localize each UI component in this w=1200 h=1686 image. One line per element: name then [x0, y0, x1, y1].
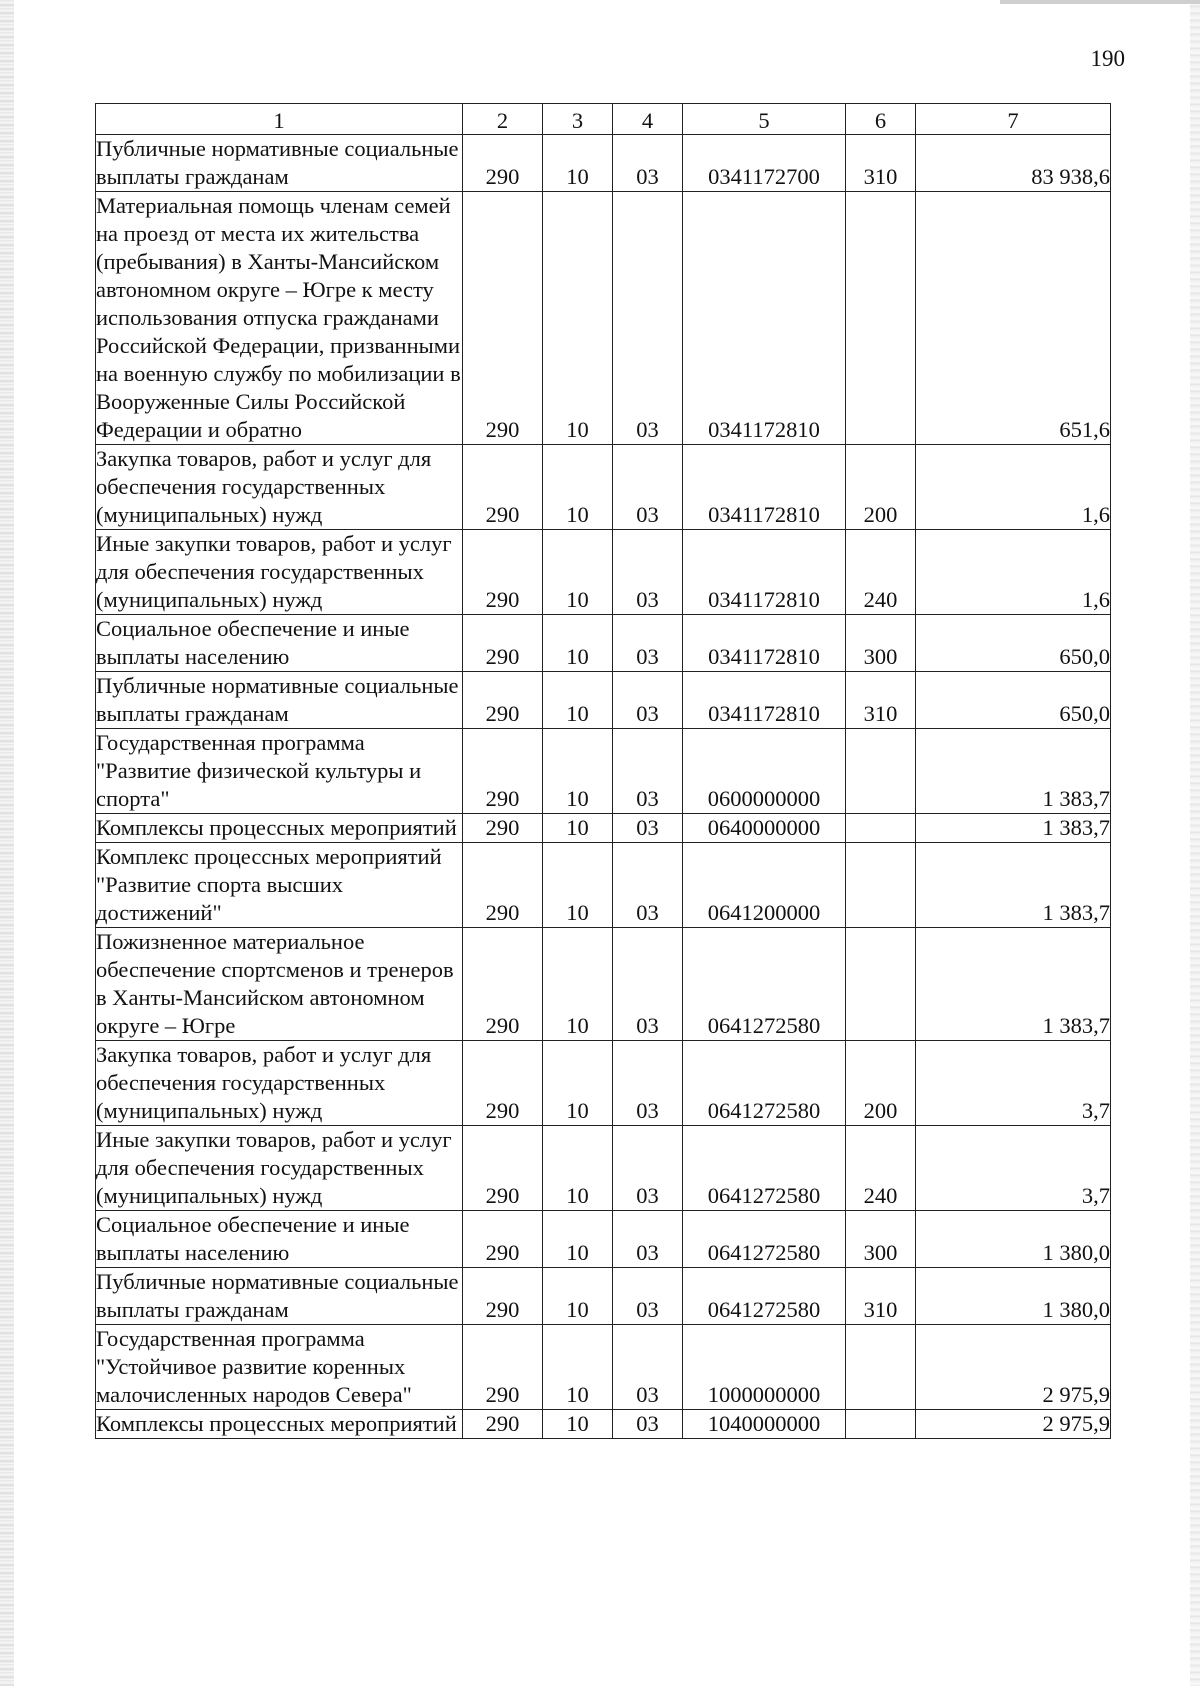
cell-col4: 03 [613, 1268, 683, 1325]
row-name: Закупка товаров, работ и услуг для обеспечения государственных (муниципальных) нужд [96, 1041, 463, 1126]
cell-col6: 200 [846, 1041, 916, 1126]
cell-col5: 0341172810 [683, 672, 846, 729]
cell-amount: 1,6 [916, 530, 1111, 615]
scan-edge-left [0, 0, 14, 1686]
cell-col2: 290 [463, 445, 543, 530]
cell-amount: 2 975,9 [916, 1325, 1111, 1410]
cell-col2: 290 [463, 729, 543, 814]
cell-col6 [846, 928, 916, 1041]
cell-col2: 290 [463, 1041, 543, 1126]
cell-col2: 290 [463, 672, 543, 729]
cell-col6: 310 [846, 135, 916, 192]
cell-col5: 0341172700 [683, 135, 846, 192]
table-row [96, 445, 1111, 530]
table-row [96, 1325, 1111, 1410]
cell-col3: 10 [543, 530, 613, 615]
cell-amount: 1 380,0 [916, 1268, 1111, 1325]
cell-col5: 0341172810 [683, 615, 846, 672]
row-name: Публичные нормативные социальные выплаты гражданам [96, 672, 463, 729]
cell-col2: 290 [463, 1410, 543, 1439]
cell-col3: 10 [543, 928, 613, 1041]
cell-col4: 03 [613, 192, 683, 445]
cell-col6 [846, 729, 916, 814]
cell-col3: 10 [543, 814, 613, 843]
cell-col3: 10 [543, 1211, 613, 1268]
cell-col6: 310 [846, 672, 916, 729]
cell-col6 [846, 192, 916, 445]
header-cell: 2 [463, 104, 543, 135]
header-cell: 4 [613, 104, 683, 135]
cell-col2: 290 [463, 1126, 543, 1211]
row-name: Пожизненное материальное обеспечение спортсменов и тренеров в Ханты-Мансийском автономном округе – Югре [96, 928, 463, 1041]
cell-col3: 10 [543, 1325, 613, 1410]
table-row [96, 530, 1111, 615]
cell-col6: 310 [846, 1268, 916, 1325]
cell-col3: 10 [543, 1041, 613, 1126]
table-row [96, 928, 1111, 1041]
cell-col6 [846, 814, 916, 843]
cell-col3: 10 [543, 615, 613, 672]
cell-col6 [846, 843, 916, 928]
cell-amount: 1 383,7 [916, 729, 1111, 814]
row-name: Государственная программа "Развитие физической культуры и спорта" [96, 729, 463, 814]
cell-col5: 0341172810 [683, 530, 846, 615]
cell-col5: 1000000000 [683, 1325, 846, 1410]
cell-col4: 03 [613, 814, 683, 843]
cell-col2: 290 [463, 1211, 543, 1268]
cell-col2: 290 [463, 843, 543, 928]
row-name: Публичные нормативные социальные выплаты гражданам [96, 135, 463, 192]
table-row [96, 1268, 1111, 1325]
cell-col6: 300 [846, 615, 916, 672]
cell-amount: 1 380,0 [916, 1211, 1111, 1268]
cell-col4: 03 [613, 530, 683, 615]
table-row [96, 1126, 1111, 1211]
top-rule [1000, 0, 1200, 4]
table-row [96, 729, 1111, 814]
cell-col6 [846, 1325, 916, 1410]
cell-col2: 290 [463, 928, 543, 1041]
table-row [96, 1410, 1111, 1439]
cell-col4: 03 [613, 843, 683, 928]
cell-col5: 0641200000 [683, 843, 846, 928]
cell-col5: 0641272580 [683, 928, 846, 1041]
cell-col2: 290 [463, 814, 543, 843]
cell-amount: 1 383,7 [916, 928, 1111, 1041]
cell-amount: 83 938,6 [916, 135, 1111, 192]
row-name: Комплекс процессных мероприятий "Развитие спорта высших достижений" [96, 843, 463, 928]
cell-amount: 1,6 [916, 445, 1111, 530]
row-name: Иные закупки товаров, работ и услуг для обеспечения государственных (муниципальных) нужд [96, 530, 463, 615]
cell-col6: 240 [846, 530, 916, 615]
budget-table [95, 103, 1111, 1439]
cell-col5: 0641272580 [683, 1126, 846, 1211]
cell-amount: 3,7 [916, 1041, 1111, 1126]
cell-col3: 10 [543, 672, 613, 729]
cell-col5: 0641272580 [683, 1211, 846, 1268]
cell-amount: 1 383,7 [916, 814, 1111, 843]
cell-col3: 10 [543, 1268, 613, 1325]
cell-col3: 10 [543, 445, 613, 530]
header-cell: 1 [96, 104, 463, 135]
table-row [96, 615, 1111, 672]
table-row [96, 843, 1111, 928]
cell-col4: 03 [613, 672, 683, 729]
cell-col2: 290 [463, 192, 543, 445]
header-cell: 7 [916, 104, 1111, 135]
table-row [96, 814, 1111, 843]
cell-col2: 290 [463, 1268, 543, 1325]
header-cell: 5 [683, 104, 846, 135]
cell-col4: 03 [613, 1211, 683, 1268]
cell-amount: 2 975,9 [916, 1410, 1111, 1439]
header-cell: 6 [846, 104, 916, 135]
table-row [96, 672, 1111, 729]
table-row [96, 1211, 1111, 1268]
cell-col4: 03 [613, 928, 683, 1041]
cell-amount: 650,0 [916, 615, 1111, 672]
cell-col2: 290 [463, 615, 543, 672]
cell-col5: 0341172810 [683, 192, 846, 445]
cell-col6: 300 [846, 1211, 916, 1268]
cell-col4: 03 [613, 615, 683, 672]
cell-col4: 03 [613, 445, 683, 530]
cell-col5: 0600000000 [683, 729, 846, 814]
cell-col4: 03 [613, 1410, 683, 1439]
cell-col4: 03 [613, 135, 683, 192]
table-row [96, 135, 1111, 192]
row-name: Комплексы процессных мероприятий [96, 1410, 463, 1439]
scan-edge-right [1190, 0, 1200, 1686]
cell-col5: 0641272580 [683, 1268, 846, 1325]
cell-amount: 650,0 [916, 672, 1111, 729]
cell-col2: 290 [463, 135, 543, 192]
row-name: Закупка товаров, работ и услуг для обеспечения государственных (муниципальных) нужд [96, 445, 463, 530]
cell-col6: 200 [846, 445, 916, 530]
cell-col3: 10 [543, 1410, 613, 1439]
cell-col5: 1040000000 [683, 1410, 846, 1439]
page-number: 190 [1090, 46, 1125, 71]
cell-amount: 1 383,7 [916, 843, 1111, 928]
cell-col4: 03 [613, 1325, 683, 1410]
cell-col6: 240 [846, 1126, 916, 1211]
cell-col6 [846, 1410, 916, 1439]
cell-amount: 651,6 [916, 192, 1111, 445]
row-name: Социальное обеспечение и иные выплаты населению [96, 1211, 463, 1268]
cell-col2: 290 [463, 530, 543, 615]
cell-col3: 10 [543, 135, 613, 192]
cell-amount: 3,7 [916, 1126, 1111, 1211]
cell-col3: 10 [543, 1126, 613, 1211]
header-row [96, 104, 1111, 135]
cell-col5: 0341172810 [683, 445, 846, 530]
cell-col5: 0641272580 [683, 1041, 846, 1126]
row-name: Публичные нормативные социальные выплаты гражданам [96, 1268, 463, 1325]
cell-col4: 03 [613, 729, 683, 814]
row-name: Комплексы процессных мероприятий [96, 814, 463, 843]
row-name: Социальное обеспечение и иные выплаты населению [96, 615, 463, 672]
cell-col5: 0640000000 [683, 814, 846, 843]
table-row [96, 1041, 1111, 1126]
cell-col3: 10 [543, 843, 613, 928]
row-name: Государственная программа "Устойчивое развитие коренных малочисленных народов Севера" [96, 1325, 463, 1410]
cell-col4: 03 [613, 1126, 683, 1211]
cell-col3: 10 [543, 192, 613, 445]
cell-col3: 10 [543, 729, 613, 814]
row-name: Материальная помощь членам семей на проезд от места их жительства (пребывания) в Ханты-Мансийском автономном округе – Югре к месту использования отпуска гражданами Российской Федерации, призванными на военную службу по мобилизации в Вооруженные Силы Российской Федерации и обратно [96, 192, 463, 445]
cell-col4: 03 [613, 1041, 683, 1126]
row-name: Иные закупки товаров, работ и услуг для обеспечения государственных (муниципальных) нужд [96, 1126, 463, 1211]
cell-col2: 290 [463, 1325, 543, 1410]
header-cell: 3 [543, 104, 613, 135]
table-row [96, 192, 1111, 445]
